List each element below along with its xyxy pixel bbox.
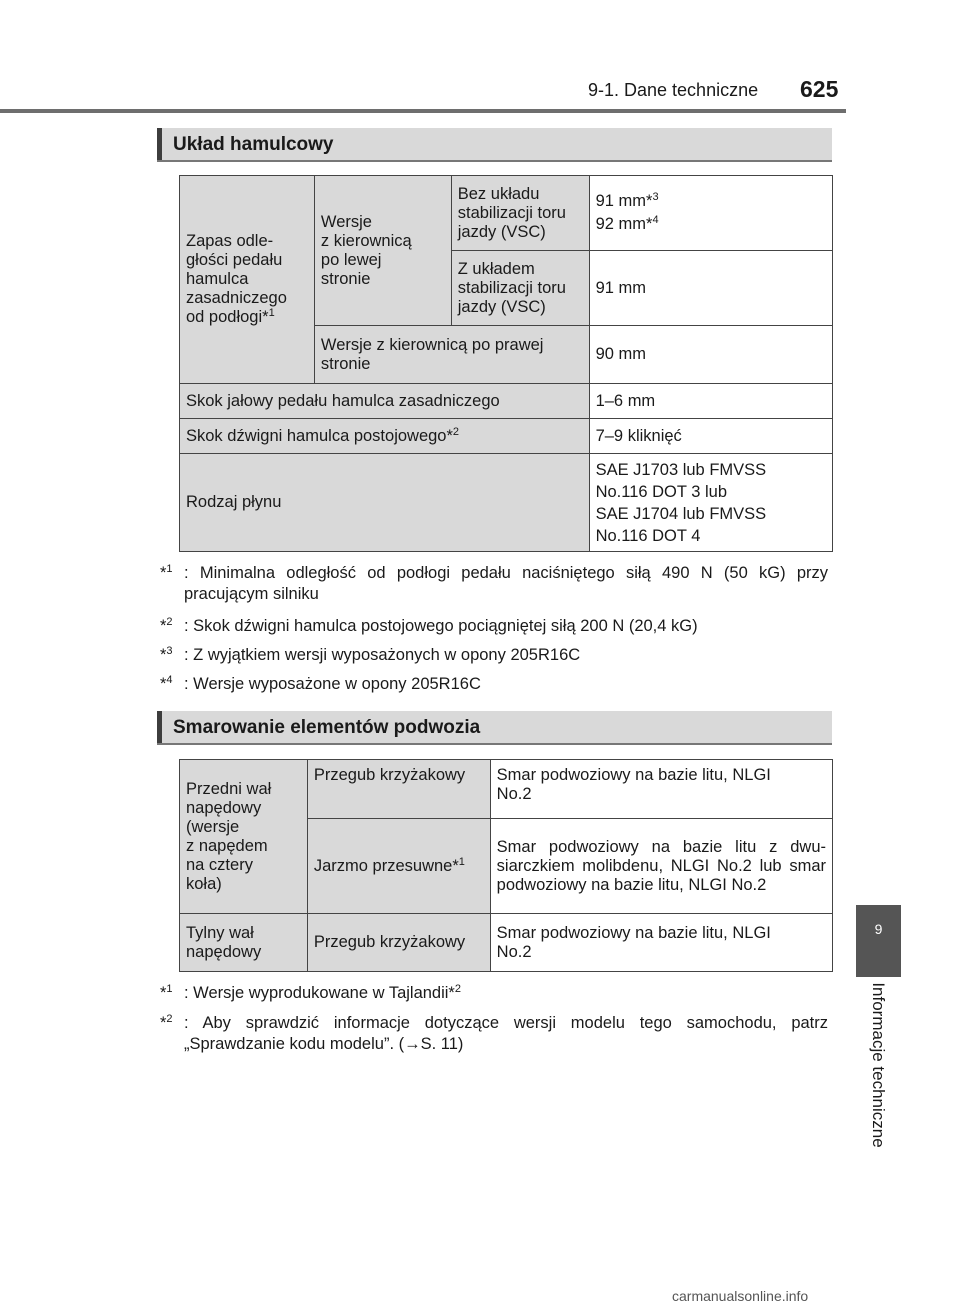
chassis-section-title: Smarowanie elementów podwozia [173,717,481,738]
watermark: carmanualsonline.info [672,1288,809,1304]
lhd-label: Wersje z kierownicą po lewej stronie [314,176,451,326]
section-accent [157,128,162,160]
rhd-value: 90 mm [589,326,832,384]
chassis-note-2: *$^2$ : Aby sprawdzić informacje dotyczące wersji modelu tego samochodu, patrz „Sprawdzanie kodu modelu”. (→S. 11) [160,1013,828,1053]
fluid-type-label: Rodzaj płynu [180,454,590,552]
cross-joint-rear-label: Przegub krzyżakowy [307,914,490,972]
brake-note-1-text: : Minimalna odległość od podłogi pedału naciśniętego siłą 490 N (50 kG) przy pracującym silniku [184,564,828,603]
rhd-label: Wersje z kierownicą po prawej stronie [314,326,589,384]
pedal-reserve-label: Zapas odle- głości pedału hamulca zasadniczego od podłogi*$^1$ [180,176,315,384]
free-play-value: 1–6 mm [589,384,832,419]
vsc-value: 91 mm [589,251,832,326]
header-rule [0,109,846,113]
chassis-note-1: *$^1$ : Wersje wyprodukowane w Tajlandii*$^2$ [160,983,461,1002]
slip-yoke-value: Smar podwoziowy na bazie litu z dwu-siarczkiem molibdenu, NLGI No.2 lub smar podwoziowy na bazie litu, NLGI No.2 [490,819,832,914]
cross-joint-rear-value: Smar podwoziowy na bazie litu, NLGI No.2 [490,914,832,972]
rear-shaft-label: Tylny wał napędowy [180,914,308,972]
brakes-section-bar [157,128,832,162]
brake-note-2: *$^2$ : Skok dźwigni hamulca postojowego pociągniętej siłą 200 N (20,4 kG) [160,616,698,635]
section-heading: 9-1. Dane techniczne [588,80,759,100]
chassis-section-bar [157,711,832,745]
cross-joint-front-value: Smar podwoziowy na bazie litu, NLGI No.2 [490,760,832,819]
brake-note-4: *$^4$ : Wersje wyposażone w opony 205R16C [160,674,481,693]
front-shaft-label: Przedni wał napędowy (wersje z napędem na cztery koła) [180,760,308,914]
chapter-label: Informacje techniczne [869,982,888,1148]
cross-joint-front-label: Przegub krzyżakowy [307,760,490,819]
vsc-label: Z układem stabilizacji toru jazdy (VSC) [451,251,589,326]
chassis-table [179,759,833,972]
no-vsc-value: 91 mm*$^3$ 92 mm*$^4$ [589,176,832,251]
brakes-section-title: Układ hamulcowy [173,134,334,155]
page-number: 625 [800,76,839,102]
no-vsc-label: Bez układu stabilizacji toru jazdy (VSC) [451,176,589,251]
free-play-label: Skok jałowy pedału hamulca zasadniczego [180,384,590,419]
section-accent [157,711,162,743]
parking-brake-label: Skok dźwigni hamulca postojowego*$^2$ [180,419,590,454]
brake-note-3: *$^3$ : Z wyjątkiem wersji wyposażonych w opony 205R16C [160,645,581,664]
parking-brake-value: 7–9 kliknięć [589,419,832,454]
chapter-tab[interactable]: 9 [856,905,901,977]
brakes-table [179,175,833,552]
slip-yoke-label: Jarzmo przesuwne*$^1$ [307,819,490,914]
brake-note-1: *$^1$ [160,563,173,582]
fluid-type-value: SAE J1703 lub FMVSS No.116 DOT 3 lub SAE J1704 lub FMVSS No.116 DOT 4 [589,454,832,552]
